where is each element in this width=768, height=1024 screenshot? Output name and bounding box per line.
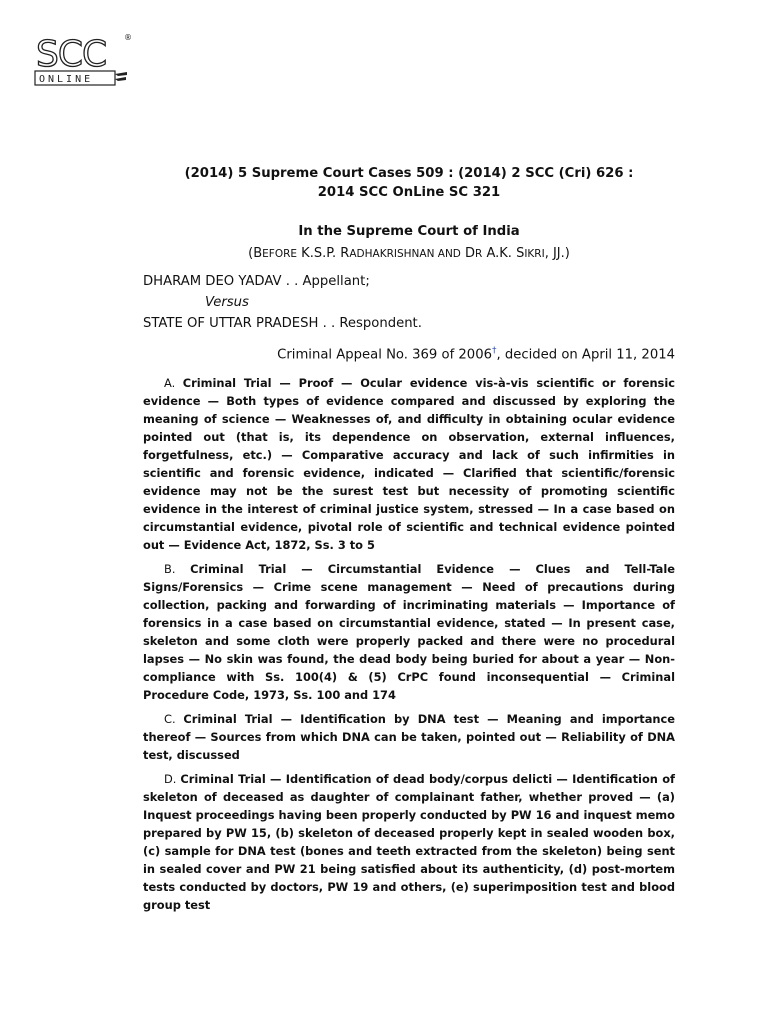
appellant: DHARAM DEO YADAV . . Appellant; [143, 274, 370, 289]
scc-online-logo [32, 28, 132, 88]
headnote-b: B. Criminal Trial — Circumstantial Evidence — Clues and Tell-Tale Signs/Forensics — Crime scene management — Need of precautions during collection, packing and forwarding of incriminating materials — Importance of forensics in a case based on circumstantial evidence, stated — In present case, skeleton and some cloth were properly packed and there were no procedural lapses — No skin was found, the dead body being buried for about a year — Non-compliance with Ss. 100(4) & (5) CrPC found inconsequential — Criminal Procedure Code, 1973, Ss. 100 and 174 [143, 562, 675, 703]
registered-mark: ® [124, 33, 132, 42]
court-name: In the Supreme Court of India [298, 224, 520, 239]
citation-line-2: 2014 SCC OnLine SC 321 [317, 185, 501, 200]
document-page [143, 0, 675, 920]
headnotes [143, 374, 675, 914]
footnote-link[interactable]: † [491, 346, 497, 356]
logo-flag-icon [115, 72, 127, 81]
logo-online-text: ONLINE [39, 74, 94, 85]
logo-scc-text: SCC [36, 34, 107, 75]
versus: Versus [205, 295, 249, 310]
appeal-details: Criminal Appeal No. 369 of 2006†, decided on April 11, 2014 [277, 346, 675, 363]
headnote-a: A. Criminal Trial — Proof — Ocular evidence vis-à-vis scientific or forensic evidence — Both types of evidence compared and discussed by exploring the meaning of science — Weaknesses of, and difficulty in obtaining ocular evidence pointed out (that is, its dependence on observation, external influences, forgetfulness, etc.) — Comparative accuracy and lack of such infirmities in scientific and forensic evidence, indicated — Clarified that scientific/forensic evidence may not be the surest test but necessity of promoting scientific evidence in the interest of criminal justice system, stressed — In a case based on circumstantial evidence, pivotal role of scientific and technical evidence pointed out — Evidence Act, 1872, Ss. 3 to 5 [143, 376, 675, 553]
citation-line-1: (2014) 5 Supreme Court Cases 509 : (2014) 2 SCC (Cri) 626 : [184, 166, 634, 181]
headnote-c: C. Criminal Trial — Identification by DNA test — Meaning and importance thereof — Sources from which DNA can be taken, pointed out — Reliability of DNA test, discussed [143, 712, 675, 763]
headnote-d: D. Criminal Trial — Identification of dead body/corpus delicti — Identification of skeleton of deceased as daughter of complainant father, whether proved — (a) Inquest proceedings having been properly conducted by PW 16 and inquest memo prepared by PW 15, (b) skeleton of deceased properly kept in sealed wooden box, (c) sample for DNA test (bones and teeth extracted from the skeleton) being sent in sealed cover and PW 21 being satisfied about its authenticity, (d) post-mortem tests conducted by doctors, PW 19 and others, (e) superimposition test and blood group test [143, 772, 676, 913]
citation-heading [143, 164, 675, 202]
bench: (BEFORE K.S.P. RADHAKRISHNAN AND DR A.K. SIKRI, JJ.) [248, 246, 570, 261]
respondent: STATE OF UTTAR PRADESH . . Respondent. [143, 316, 422, 331]
